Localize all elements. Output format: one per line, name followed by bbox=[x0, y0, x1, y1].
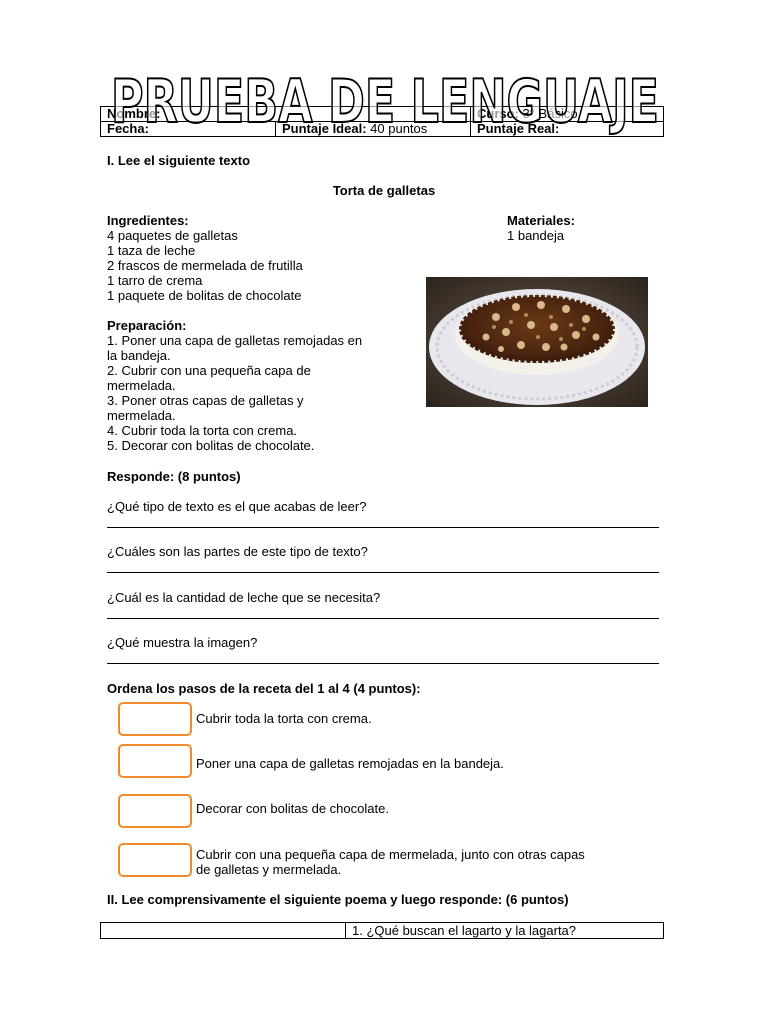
order-item-multiline bbox=[196, 847, 585, 877]
question-1: ¿Qué tipo de texto es el que acabas de leer? bbox=[107, 499, 367, 514]
order-item: Cubrir toda la torta con crema. bbox=[196, 711, 372, 726]
order-item: Poner una capa de galletas remojadas en la bandeja. bbox=[196, 756, 504, 771]
curso-cell bbox=[471, 107, 664, 122]
puntaje-ideal-cell bbox=[276, 122, 471, 137]
curso-label: Curso: bbox=[477, 106, 519, 121]
poem-cell bbox=[101, 923, 346, 939]
order-answer-box[interactable] bbox=[118, 843, 192, 877]
answer-line-1[interactable] bbox=[107, 527, 659, 528]
poem-question-1: 1. ¿Qué buscan el lagarto y la lagarta? bbox=[346, 923, 664, 939]
curso-value: 3° Básico bbox=[522, 106, 578, 121]
answer-line-4[interactable] bbox=[107, 663, 659, 664]
ingredient-item: 2 frascos de mermelada de frutilla bbox=[107, 258, 303, 273]
materials-heading: Materiales: bbox=[507, 213, 575, 228]
ingredient-item: 1 paquete de bolitas de chocolate bbox=[107, 288, 302, 303]
nombre-label: Nombre: bbox=[101, 107, 471, 122]
preparation-line: 2. Cubrir con una pequeña capa de bbox=[107, 363, 311, 378]
order-answer-box[interactable] bbox=[118, 794, 192, 828]
question-2: ¿Cuáles son las partes de este tipo de texto? bbox=[107, 544, 368, 559]
ingredient-item: 4 paquetes de galletas bbox=[107, 228, 238, 243]
order-answer-box[interactable] bbox=[118, 702, 192, 736]
ingredients-heading: Ingredientes: bbox=[107, 213, 189, 228]
preparation-heading: Preparación: bbox=[107, 318, 187, 333]
preparation-line: mermelada. bbox=[107, 408, 176, 423]
responde-heading: Responde: (8 puntos) bbox=[107, 469, 241, 484]
poem-table bbox=[100, 922, 664, 939]
section-1-heading: I. Lee el siguiente texto bbox=[107, 153, 251, 168]
question-4: ¿Qué muestra la imagen? bbox=[107, 635, 258, 650]
preparation-line: la bandeja. bbox=[107, 348, 171, 363]
preparation-line: 5. Decorar con bolitas de chocolate. bbox=[107, 438, 315, 453]
preparation-line: 4. Cubrir toda la torta con crema. bbox=[107, 423, 298, 438]
cake-photo bbox=[426, 277, 648, 407]
preparation-line: mermelada. bbox=[107, 378, 176, 393]
page-title-text: PRUEBA DE LENGUAJE bbox=[111, 67, 659, 137]
puntaje-ideal-value: 40 puntos bbox=[370, 121, 428, 136]
preparation-line: 1. Poner una capa de galletas remojadas en bbox=[107, 333, 363, 348]
answer-line-3[interactable] bbox=[107, 618, 659, 619]
answer-line-2[interactable] bbox=[107, 572, 659, 573]
recipe-title: Torta de galletas bbox=[332, 183, 436, 198]
order-heading: Ordena los pasos de la receta del 1 al 4 (4 puntos): bbox=[107, 681, 421, 696]
preparation-list bbox=[107, 333, 362, 453]
puntaje-real-label: Puntaje Real: bbox=[471, 122, 664, 137]
section-2-heading: II. Lee comprensivamente el siguiente poema y luego responde: (6 puntos) bbox=[107, 892, 569, 907]
question-3: ¿Cuál es la cantidad de leche que se necesita? bbox=[107, 590, 381, 605]
order-answer-box[interactable] bbox=[118, 744, 192, 778]
fecha-label: Fecha: bbox=[101, 122, 276, 137]
student-info-table bbox=[100, 106, 664, 137]
materials-item: 1 bandeja bbox=[507, 228, 565, 243]
order-item-line: de galletas y mermelada. bbox=[196, 862, 342, 877]
order-item: Decorar con bolitas de chocolate. bbox=[196, 801, 389, 816]
preparation-line: 3. Poner otras capas de galletas y bbox=[107, 393, 304, 408]
ingredient-item: 1 taza de leche bbox=[107, 243, 196, 258]
order-item-line: Cubrir con una pequeña capa de mermelada, junto con otras capas bbox=[196, 847, 585, 862]
puntaje-ideal-label: Puntaje Ideal: bbox=[282, 121, 367, 136]
ingredients-list bbox=[107, 228, 303, 303]
ingredient-item: 1 tarro de crema bbox=[107, 273, 203, 288]
